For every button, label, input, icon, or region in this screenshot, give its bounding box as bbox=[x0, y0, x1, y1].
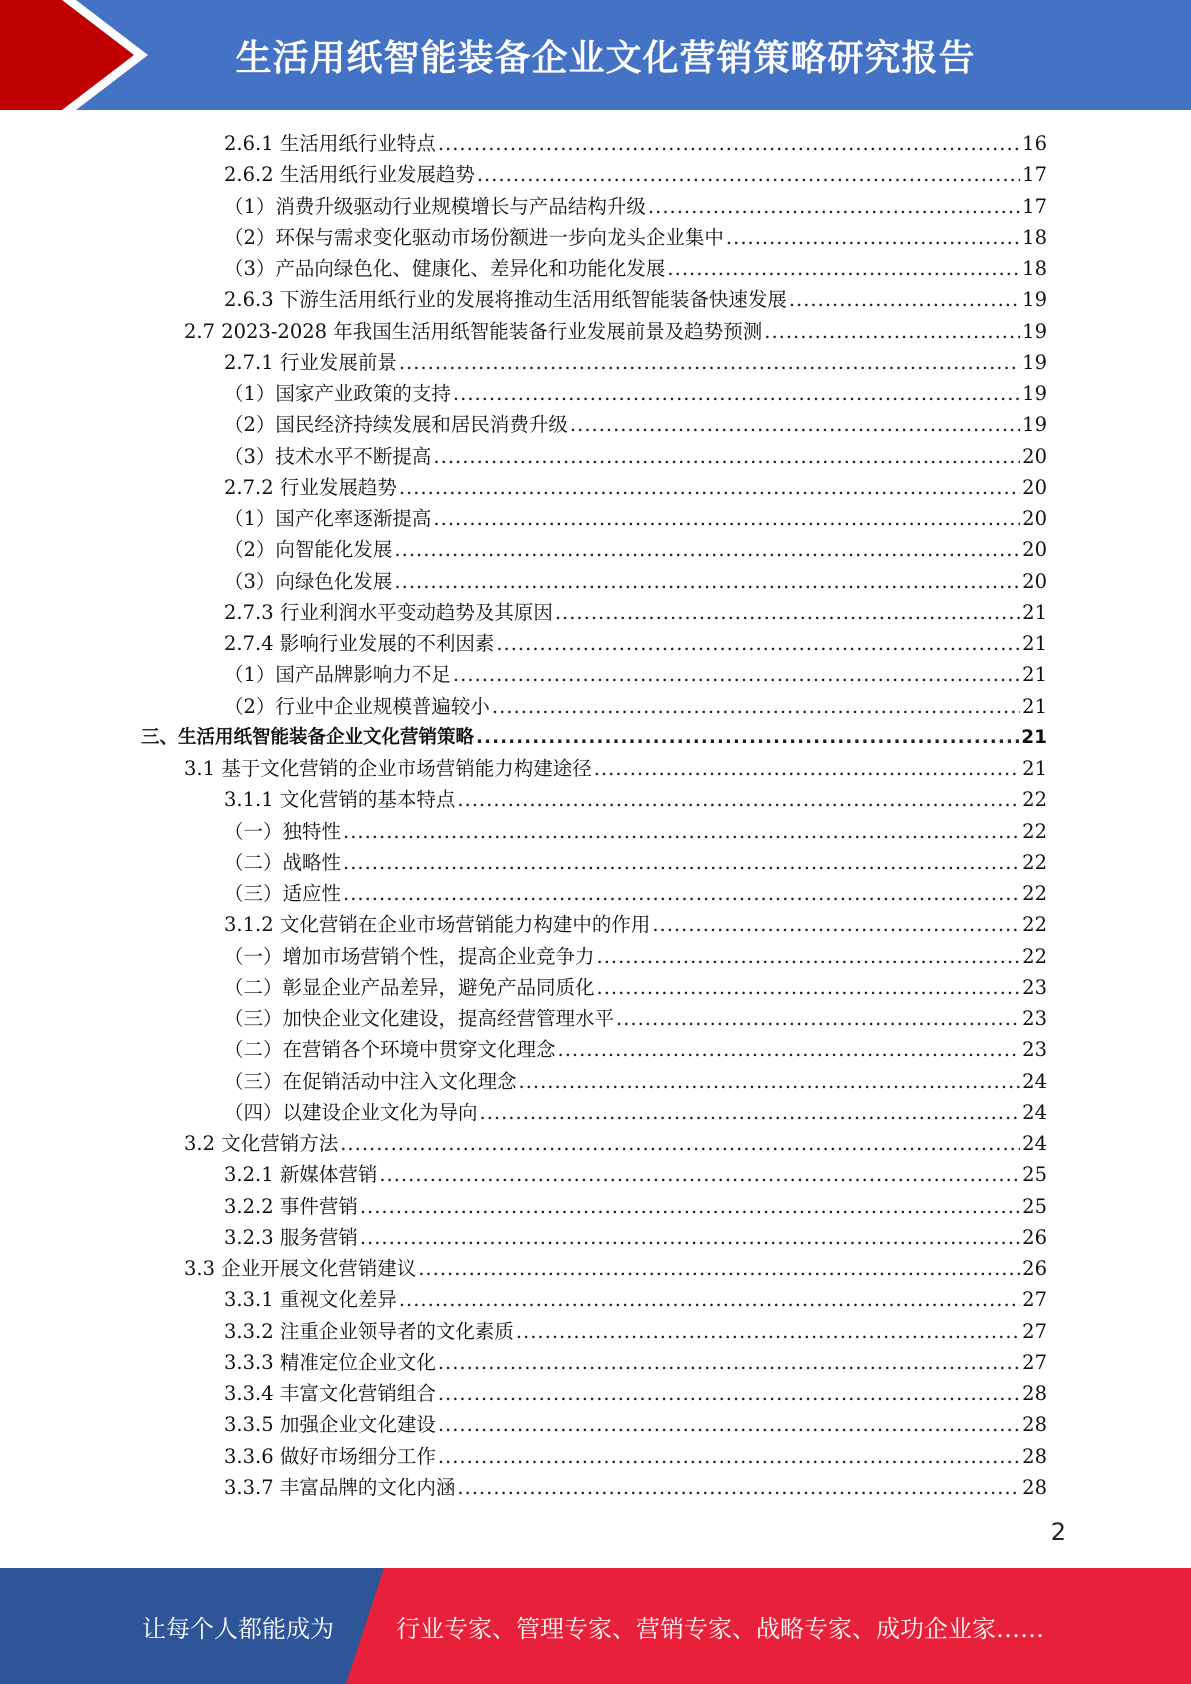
toc-entry-page: 28 bbox=[1022, 1475, 1047, 1499]
toc-entry-page: 17 bbox=[1022, 194, 1047, 218]
page-header bbox=[0, 0, 1191, 110]
toc-leader-dots bbox=[438, 1409, 1020, 1440]
toc-entry-label: （一）独特性 bbox=[224, 819, 342, 843]
toc-entry-label: 2.7 2023-2028 年我国生活用纸智能装备行业发展前景及趋势预测 bbox=[184, 319, 763, 343]
toc-leader-dots bbox=[457, 784, 1020, 815]
toc-leader-dots bbox=[379, 1159, 1020, 1190]
toc-leader-dots bbox=[360, 1191, 1020, 1222]
toc-entry[interactable] bbox=[224, 1191, 1047, 1222]
toc-entry[interactable] bbox=[224, 347, 1047, 378]
toc-entry-page: 20 bbox=[1022, 444, 1047, 468]
toc-entry[interactable] bbox=[224, 847, 1047, 878]
toc-entry-label: 2.7.1 行业发展前景 bbox=[224, 350, 397, 374]
toc-entry-page: 24 bbox=[1022, 1069, 1047, 1093]
footer-slogan-right: 行业专家、管理专家、营销专家、战略专家、成功企业家…… bbox=[396, 1614, 1044, 1643]
toc-entry[interactable] bbox=[224, 191, 1047, 222]
toc-entry-page: 16 bbox=[1022, 132, 1047, 155]
toc-leader-dots bbox=[343, 878, 1020, 909]
page-number: 2 bbox=[1050, 1518, 1066, 1546]
toc-entry[interactable] bbox=[224, 941, 1047, 972]
toc-entry-page: 28 bbox=[1022, 1444, 1047, 1468]
toc-leader-dots bbox=[492, 691, 1020, 722]
toc-entry[interactable] bbox=[224, 1441, 1047, 1472]
toc-leader-dots bbox=[480, 1097, 1021, 1128]
toc-entry-label: 3.1.1 文化营销的基本特点 bbox=[224, 788, 456, 812]
toc-entry-page: 25 bbox=[1022, 1194, 1047, 1218]
toc-leader-dots bbox=[433, 441, 1020, 472]
toc-leader-dots bbox=[667, 253, 1020, 284]
toc-leader-dots bbox=[726, 222, 1020, 253]
toc-entry[interactable] bbox=[224, 1378, 1047, 1409]
toc-entry-page: 28 bbox=[1022, 1382, 1047, 1405]
toc-entry-label: 3.3 企业开展文化营销建议 bbox=[184, 1257, 417, 1280]
toc-entry[interactable] bbox=[184, 753, 1047, 784]
toc-entry-page: 26 bbox=[1022, 1225, 1047, 1249]
toc-entry-page: 19 bbox=[1022, 319, 1047, 343]
toc-entry-label: （2）国民经济持续发展和居民消费升级 bbox=[224, 413, 568, 437]
toc-leader-dots bbox=[453, 378, 1020, 409]
toc-entry[interactable] bbox=[184, 1128, 1047, 1159]
toc-leader-dots bbox=[438, 1347, 1020, 1378]
toc-entry[interactable] bbox=[224, 253, 1047, 284]
toc-entry-page: 25 bbox=[1022, 1163, 1047, 1187]
toc-entry-label: （四）以建设企业文化为导向 bbox=[224, 1100, 478, 1124]
toc-entry-page: 20 bbox=[1022, 569, 1047, 593]
toc-entry-page: 27 bbox=[1022, 1350, 1047, 1374]
toc-entry-page: 26 bbox=[1022, 1257, 1047, 1280]
toc-entry-page: 17 bbox=[1022, 163, 1047, 187]
toc-leader-dots bbox=[558, 1034, 1021, 1065]
toc-entry-label: 2.7.3 行业利润水平变动趋势及其原因 bbox=[224, 600, 553, 624]
toc-entry-label: 3.3.7 丰富品牌的文化内涵 bbox=[224, 1475, 456, 1499]
toc-leader-dots bbox=[594, 753, 1020, 784]
toc-entry[interactable] bbox=[224, 1034, 1047, 1065]
toc-entry[interactable] bbox=[184, 316, 1047, 347]
toc-entry-page: 21 bbox=[1021, 726, 1047, 748]
toc-leader-dots bbox=[516, 1316, 1020, 1347]
toc-leader-dots bbox=[570, 409, 1020, 440]
toc-entry-page: 23 bbox=[1022, 975, 1047, 999]
toc-leader-dots bbox=[394, 534, 1020, 565]
toc-entry[interactable] bbox=[224, 566, 1047, 597]
toc-entry[interactable] bbox=[224, 878, 1047, 909]
toc-entry-label: 3.3.1 重视文化差异 bbox=[224, 1288, 397, 1312]
toc-entry-label: （1）消费升级驱动行业规模增长与产品结构升级 bbox=[224, 194, 646, 218]
toc-entry-label: （二）战略性 bbox=[224, 850, 342, 874]
toc-entry[interactable] bbox=[224, 409, 1047, 440]
toc-leader-dots bbox=[399, 1284, 1020, 1315]
toc-entry[interactable] bbox=[224, 1097, 1047, 1128]
toc-entry-page: 24 bbox=[1022, 1132, 1047, 1155]
toc-leader-dots bbox=[399, 347, 1020, 378]
toc-entry-page: 22 bbox=[1022, 882, 1047, 905]
toc-entry[interactable] bbox=[224, 441, 1047, 472]
toc-leader-dots bbox=[477, 159, 1020, 190]
toc-leader-dots bbox=[438, 1378, 1020, 1409]
toc-entry[interactable] bbox=[224, 159, 1047, 190]
toc-entry-page: 20 bbox=[1022, 475, 1047, 499]
toc-entry-label: 3.3.3 精准定位企业文化 bbox=[224, 1350, 436, 1374]
toc-entry[interactable] bbox=[224, 972, 1047, 1003]
toc-leader-dots bbox=[789, 284, 1020, 315]
toc-entry-label: 3.3.6 做好市场细分工作 bbox=[224, 1444, 436, 1468]
toc-entry-label: （3）技术水平不断提高 bbox=[224, 444, 432, 468]
toc-entry-label: 2.6.1 生活用纸行业特点 bbox=[224, 132, 436, 155]
toc-leader-dots bbox=[616, 1003, 1020, 1034]
toc-leader-dots bbox=[433, 503, 1020, 534]
toc-leader-dots bbox=[343, 847, 1020, 878]
toc-entry-page: 22 bbox=[1022, 913, 1047, 937]
toc-entry[interactable] bbox=[224, 628, 1047, 659]
toc-entry-page: 22 bbox=[1022, 788, 1047, 812]
toc-entry-label: （三）在促销活动中注入文化理念 bbox=[224, 1069, 517, 1093]
toc-entry[interactable] bbox=[224, 691, 1047, 722]
toc-entry-page: 19 bbox=[1022, 350, 1047, 374]
toc-entry-page: 22 bbox=[1022, 850, 1047, 874]
toc-entry-label: （3）产品向绿色化、健康化、差异化和功能化发展 bbox=[224, 257, 666, 280]
toc-entry[interactable] bbox=[224, 222, 1047, 253]
toc-entry[interactable] bbox=[224, 659, 1047, 690]
toc-leader-dots bbox=[457, 1472, 1020, 1503]
toc-entry-label: （二）在营销各个环境中贯穿文化理念 bbox=[224, 1038, 556, 1062]
toc-leader-dots bbox=[453, 659, 1020, 690]
toc-entry-page: 27 bbox=[1022, 1319, 1047, 1343]
toc-leader-dots bbox=[343, 816, 1020, 847]
toc-entry-page: 19 bbox=[1022, 413, 1047, 437]
toc-leader-dots bbox=[496, 628, 1020, 659]
toc-entry-page: 18 bbox=[1022, 225, 1047, 249]
toc-entry-page: 21 bbox=[1022, 600, 1047, 624]
toc-entry-label: 3.3.5 加强企业文化建设 bbox=[224, 1413, 436, 1437]
toc-entry[interactable] bbox=[224, 378, 1047, 409]
toc-entry-label: （二）彰显企业产品差异，避免产品同质化 bbox=[224, 975, 595, 999]
toc-entry[interactable] bbox=[224, 1159, 1047, 1190]
toc-entry[interactable] bbox=[224, 1472, 1047, 1503]
toc-entry-page: 18 bbox=[1022, 257, 1047, 280]
footer-slogan-left: 让每个人都能成为 bbox=[142, 1614, 334, 1643]
toc-leader-dots bbox=[476, 722, 1019, 753]
toc-entry[interactable] bbox=[224, 1066, 1047, 1097]
toc-entry-page: 21 bbox=[1022, 663, 1047, 687]
toc-leader-dots bbox=[597, 941, 1021, 972]
toc-entry-label: 三、生活用纸智能装备企业文化营销策略 bbox=[141, 726, 475, 748]
toc-entry-label: 3.3.2 注重企业领导者的文化素质 bbox=[224, 1319, 514, 1343]
toc-entry-page: 23 bbox=[1022, 1038, 1047, 1062]
toc-entry[interactable] bbox=[224, 909, 1047, 940]
toc-leader-dots bbox=[648, 191, 1020, 222]
toc-entry-page: 21 bbox=[1022, 694, 1047, 718]
toc-entry-label: （2）行业中企业规模普遍较小 bbox=[224, 694, 490, 718]
toc-entry[interactable] bbox=[224, 503, 1047, 534]
toc-entry[interactable] bbox=[224, 1316, 1047, 1347]
toc-leader-dots bbox=[555, 597, 1020, 628]
toc-entry[interactable] bbox=[224, 1222, 1047, 1253]
toc-entry-page: 28 bbox=[1022, 1413, 1047, 1437]
toc-leader-dots bbox=[399, 472, 1020, 503]
toc-entry-label: 3.2 文化营销方法 bbox=[184, 1132, 339, 1155]
toc-entry-label: 3.1.2 文化营销在企业市场营销能力构建中的作用 bbox=[224, 913, 651, 937]
toc-entry-label: （1）国产化率逐渐提高 bbox=[224, 507, 432, 530]
page-footer bbox=[0, 1568, 1191, 1684]
toc-entry[interactable] bbox=[224, 1284, 1047, 1315]
toc-entry-page: 24 bbox=[1022, 1100, 1047, 1124]
toc-entry-page: 20 bbox=[1022, 538, 1047, 562]
toc-entry-page: 22 bbox=[1022, 944, 1047, 968]
toc-entry-label: （2）向智能化发展 bbox=[224, 538, 393, 562]
toc-entry-page: 19 bbox=[1022, 382, 1047, 405]
toc-entry-label: 3.1 基于文化营销的企业市场营销能力构建途径 bbox=[184, 757, 592, 780]
toc-entry-page: 22 bbox=[1022, 819, 1047, 843]
toc-entry-label: （1）国家产业政策的支持 bbox=[224, 382, 451, 405]
toc-entry-label: 2.6.3 下游生活用纸行业的发展将推动生活用纸智能装备快速发展 bbox=[224, 288, 787, 312]
toc-entry[interactable] bbox=[224, 597, 1047, 628]
toc-leader-dots bbox=[438, 128, 1020, 159]
report-title: 生活用纸智能装备企业文化营销策略研究报告 bbox=[235, 37, 976, 79]
toc-entry-label: 2.6.2 生活用纸行业发展趋势 bbox=[224, 163, 475, 187]
toc-entry-label: （三）适应性 bbox=[224, 882, 342, 905]
toc-entry[interactable] bbox=[224, 1003, 1047, 1034]
toc-leader-dots bbox=[519, 1066, 1021, 1097]
toc-leader-dots bbox=[652, 909, 1020, 940]
toc-entry[interactable] bbox=[224, 128, 1047, 159]
toc-entry[interactable] bbox=[224, 784, 1047, 815]
toc-leader-dots bbox=[360, 1222, 1020, 1253]
toc-leader-dots bbox=[764, 316, 1020, 347]
toc-entry-label: 3.2.3 服务营销 bbox=[224, 1225, 358, 1249]
toc-entry-page: 27 bbox=[1022, 1288, 1047, 1312]
toc-entry-label: （3）向绿色化发展 bbox=[224, 569, 393, 593]
toc-leader-dots bbox=[597, 972, 1021, 1003]
toc-entry-page: 21 bbox=[1022, 757, 1047, 780]
toc-leader-dots bbox=[340, 1128, 1020, 1159]
toc-leader-dots bbox=[418, 1253, 1020, 1284]
toc-entry-page: 19 bbox=[1022, 288, 1047, 312]
toc-entry-page: 21 bbox=[1022, 632, 1047, 655]
toc-entry-label: 2.7.2 行业发展趋势 bbox=[224, 475, 397, 499]
toc-entry-label: 3.3.4 丰富文化营销组合 bbox=[224, 1382, 436, 1405]
toc-entry[interactable] bbox=[224, 816, 1047, 847]
toc-entry-label: （2）环保与需求变化驱动市场份额进一步向龙头企业集中 bbox=[224, 225, 724, 249]
toc-entry-page: 20 bbox=[1022, 507, 1047, 530]
toc-leader-dots bbox=[394, 566, 1020, 597]
toc-entry-page: 23 bbox=[1022, 1007, 1047, 1030]
toc-entry-label: （一）增加市场营销个性，提高企业竞争力 bbox=[224, 944, 595, 968]
toc-entry[interactable] bbox=[141, 722, 1047, 753]
toc-entry-label: 2.7.4 影响行业发展的不利因素 bbox=[224, 632, 495, 655]
toc-entry[interactable] bbox=[224, 534, 1047, 565]
toc-entry[interactable] bbox=[224, 1409, 1047, 1440]
toc-entry-label: 3.2.1 新媒体营销 bbox=[224, 1163, 378, 1187]
toc-leader-dots bbox=[438, 1441, 1020, 1472]
toc-entry[interactable] bbox=[224, 284, 1047, 315]
toc-entry-label: （1）国产品牌影响力不足 bbox=[224, 663, 451, 687]
toc-entry[interactable] bbox=[184, 1253, 1047, 1284]
toc-entry[interactable] bbox=[224, 1347, 1047, 1378]
toc-entry-label: 3.2.2 事件营销 bbox=[224, 1194, 358, 1218]
toc-entry[interactable] bbox=[224, 472, 1047, 503]
toc-entry-label: （三）加快企业文化建设，提高经营管理水平 bbox=[224, 1007, 615, 1030]
